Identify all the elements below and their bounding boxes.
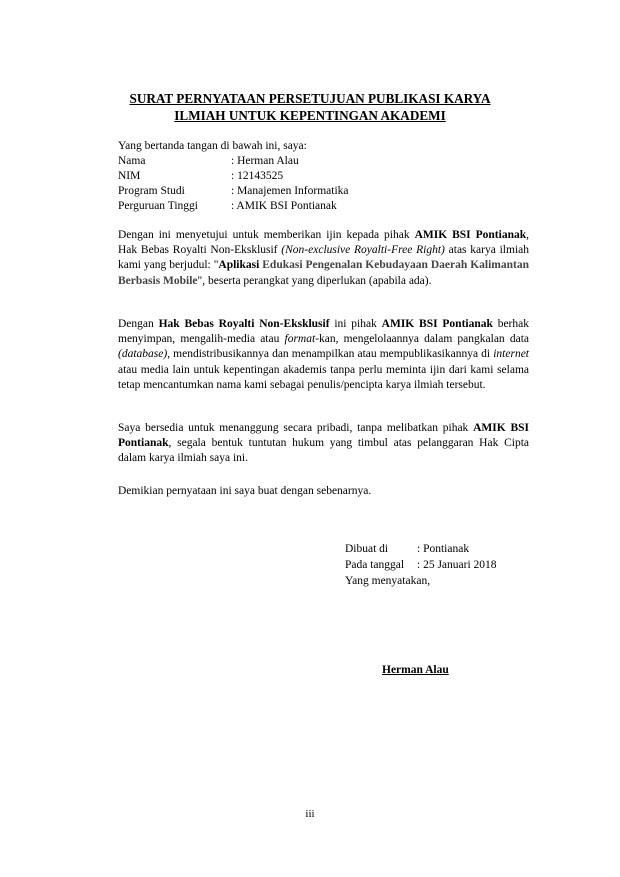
work-title-start: Aplikasi xyxy=(218,259,260,272)
signature-closing: Yang menyatakan, xyxy=(345,575,431,587)
title-line-1: SURAT PERNYATAAN PERSETUJUAN PUBLIKASI KARYA xyxy=(129,91,491,106)
text-run: Dengan xyxy=(118,318,159,330)
identity-value: : AMIK BSI Pontianak xyxy=(231,200,337,212)
identity-label: Program Studi xyxy=(118,185,185,197)
text-run: , segala bentuk tuntutan hukum yang timbul atas pelanggaran Hak Cipta dalam karya ilmiah saya ini. xyxy=(118,437,529,465)
page-number: iii xyxy=(305,808,315,820)
identity-label: NIM xyxy=(118,170,141,182)
italic-term: internet xyxy=(493,348,529,361)
identity-row-institution xyxy=(118,199,518,214)
identity-label: Perguruan Tinggi xyxy=(118,200,198,212)
identity-row-nim xyxy=(118,169,518,184)
signature-value: : Pontianak xyxy=(417,543,470,555)
signature-label: Dibuat di xyxy=(345,543,389,555)
title-line-2: ILMIAH UNTUK KEPENTINGAN AKADEMI xyxy=(174,108,446,123)
work-title: Edukasi Pengenalan Kebudayaan Daerah Kalimantan Berbasis Mobile xyxy=(118,259,529,287)
institution-name: AMIK BSI Pontianak xyxy=(414,229,527,241)
institution-name: AMIK BSI Pontianak xyxy=(381,318,493,330)
paragraph-closing: Demikian pernyataan ini saya buat dengan sebenarnya. xyxy=(118,485,372,497)
text-run: -kan, mengelolaannya dalam pangkalan data xyxy=(315,333,529,346)
signature-label: Pada tanggal xyxy=(345,559,405,571)
paragraph-liability xyxy=(118,421,529,467)
document-title xyxy=(0,90,620,124)
italic-term: (database) xyxy=(118,348,168,361)
text-run: Dengan ini menyetujui untuk memberikan ijin kepada pihak xyxy=(118,229,415,241)
text-run: berhak menyimpan, mengalih-media atau xyxy=(118,318,529,346)
signature-value: : 25 Januari 2018 xyxy=(417,559,497,571)
license-term: Hak Bebas Royalti Non-Eksklusif xyxy=(158,318,330,330)
paragraph-consent xyxy=(118,228,529,289)
text-run: , mendistribusikannya dan menampilkan atau mempublikasikannya di xyxy=(167,348,494,361)
text-run: ini pihak xyxy=(329,318,382,330)
signature-row-date xyxy=(345,557,545,573)
identity-label: Nama xyxy=(118,155,146,167)
license-term: (Non-exclusive Royalti-Free Right) xyxy=(281,244,445,257)
signature-block xyxy=(345,541,545,589)
intro-text: Yang bertanda tangan di bawah ini, saya: xyxy=(118,140,307,152)
text-run: ", beserta perangkat yang diperlukan (apabila ada). xyxy=(197,274,432,287)
identity-row-program xyxy=(118,184,518,199)
italic-term: format xyxy=(284,333,316,346)
text-run: atas karya ilmiah kami yang berjudul: " xyxy=(118,244,529,272)
identity-value: : Manajemen Informatika xyxy=(231,185,349,197)
identity-block xyxy=(118,154,518,214)
identity-row-name xyxy=(118,154,518,169)
signer-name: Herman Alau xyxy=(382,664,449,676)
paragraph-rights xyxy=(118,317,529,393)
identity-value: : 12143525 xyxy=(231,170,284,182)
text-run: , Hak Bebas Royalti Non-Eksklusif xyxy=(118,229,529,257)
signature-row-place xyxy=(345,541,545,557)
text-run: atau media lain untuk kepentingan akademis tanpa perlu meminta ijin dari kami selama tetap mencantumkan nama kami sebagai penulis/pencipta karya ilmiah tersebut. xyxy=(118,363,529,391)
text-run: Saya bersedia untuk menanggung secara pribadi, tanpa melibatkan pihak xyxy=(118,422,474,434)
identity-value: : Herman Alau xyxy=(231,155,299,167)
institution-name: AMIK BSI Pontianak xyxy=(118,422,530,450)
